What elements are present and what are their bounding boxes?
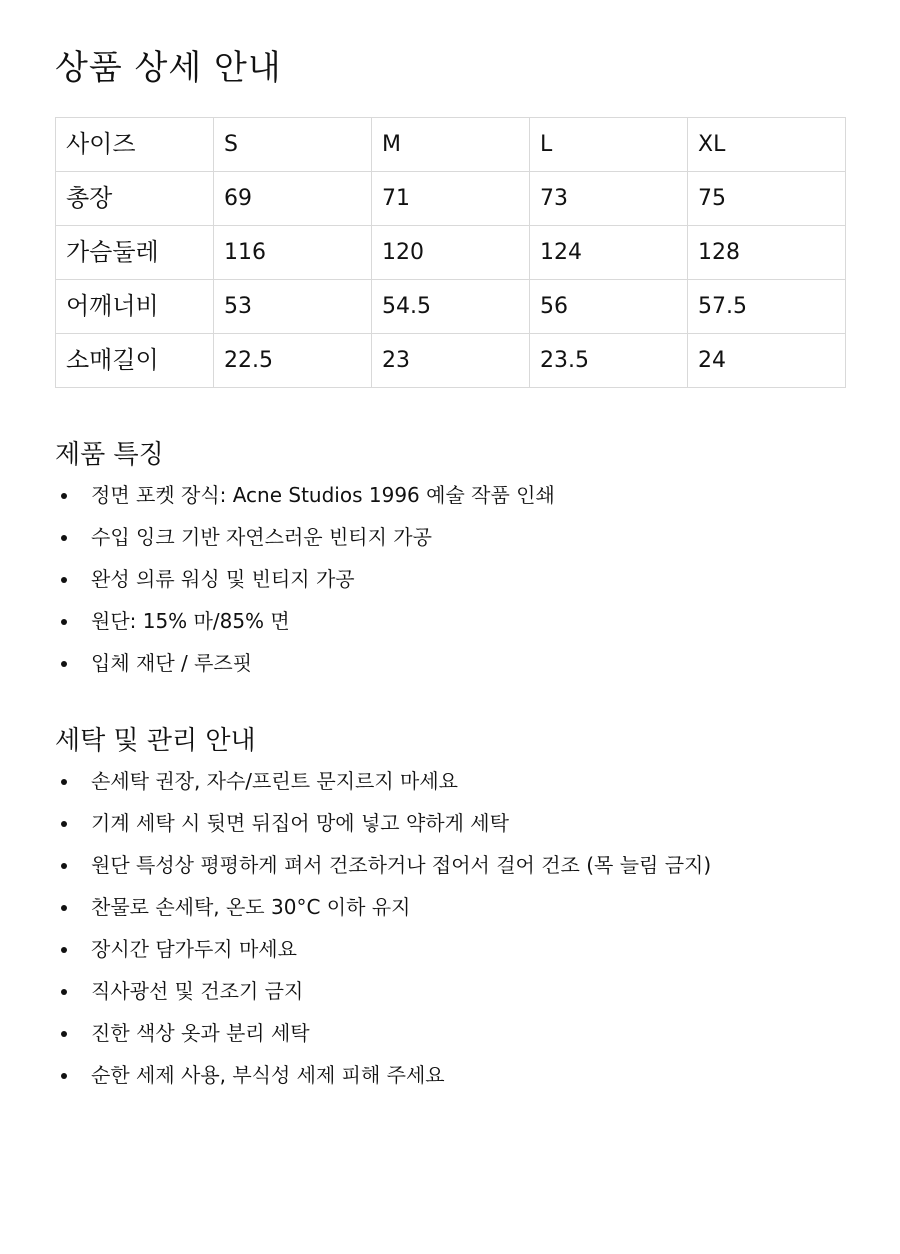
list-item (55, 600, 846, 642)
list-item-text: 직사광선 및 건조기 금지 (91, 979, 304, 1003)
list-item (55, 516, 846, 558)
list-item-text: 기계 세탁 시 뒷면 뒤집어 망에 넣고 약하게 세탁 (91, 811, 509, 835)
table-cell: 71 (372, 172, 530, 226)
table-cell: 23 (372, 334, 530, 388)
size-header-xl: XL (688, 118, 846, 172)
care-title: 세탁 및 관리 안내 (55, 726, 256, 756)
row-label-shoulder: 어깨너비 (56, 280, 214, 334)
bullet-icon (61, 661, 67, 667)
size-header-s: S (214, 118, 372, 172)
list-item (55, 928, 846, 970)
table-cell: 22.5 (214, 334, 372, 388)
size-table-header-row (56, 118, 846, 172)
bullet-icon (61, 535, 67, 541)
bullet-icon (61, 947, 67, 953)
table-cell: 73 (530, 172, 688, 226)
row-label-chest: 가슴둘레 (56, 226, 214, 280)
table-cell: 116 (214, 226, 372, 280)
table-cell: 54.5 (372, 280, 530, 334)
list-item-text: 장시간 담가두지 마세요 (91, 937, 297, 961)
list-item (55, 886, 846, 928)
bullet-icon (61, 989, 67, 995)
features-list (55, 474, 846, 684)
list-item-text: 완성 의류 워싱 및 빈티지 가공 (91, 567, 355, 591)
list-item (55, 558, 846, 600)
table-row (56, 280, 846, 334)
bullet-icon (61, 821, 67, 827)
size-header-l: L (530, 118, 688, 172)
size-header-m: M (372, 118, 530, 172)
bullet-icon (61, 779, 67, 785)
list-item (55, 642, 846, 684)
table-cell: 75 (688, 172, 846, 226)
list-item-text: 정면 포켓 장식: Acne Studios 1996 예술 작품 인쇄 (91, 483, 555, 507)
bullet-icon (61, 493, 67, 499)
list-item (55, 1054, 846, 1096)
table-cell: 56 (530, 280, 688, 334)
list-item-text: 원단 특성상 평평하게 펴서 건조하거나 접어서 걸어 건조 (목 늘림 금지) (91, 853, 712, 877)
list-item-text: 순한 세제 사용, 부식성 세제 피해 주세요 (91, 1063, 445, 1087)
bullet-icon (61, 619, 67, 625)
list-item (55, 970, 846, 1012)
list-item (55, 1012, 846, 1054)
list-item-text: 입체 재단 / 루즈핏 (91, 651, 253, 675)
list-item-text: 수입 잉크 기반 자연스러운 빈티지 가공 (91, 525, 432, 549)
table-cell: 124 (530, 226, 688, 280)
table-row (56, 334, 846, 388)
table-row (56, 226, 846, 280)
table-cell: 120 (372, 226, 530, 280)
table-cell: 69 (214, 172, 372, 226)
care-section (55, 722, 846, 1096)
features-section (55, 436, 846, 684)
features-title: 제품 특징 (55, 440, 164, 470)
table-cell: 128 (688, 226, 846, 280)
page-title: 상품 상세 안내 (55, 48, 282, 88)
bullet-icon (61, 905, 67, 911)
table-cell: 57.5 (688, 280, 846, 334)
list-item-text: 원단: 15% 마/85% 면 (91, 609, 290, 633)
bullet-icon (61, 577, 67, 583)
bullet-icon (61, 1031, 67, 1037)
size-header-label: 사이즈 (56, 118, 214, 172)
table-cell: 24 (688, 334, 846, 388)
row-label-sleeve: 소매길이 (56, 334, 214, 388)
row-label-length: 총장 (56, 172, 214, 226)
list-item (55, 844, 846, 886)
table-cell: 23.5 (530, 334, 688, 388)
care-list (55, 760, 846, 1096)
list-item (55, 760, 846, 802)
list-item (55, 474, 846, 516)
list-item-text: 손세탁 권장, 자수/프린트 문지르지 마세요 (91, 769, 458, 793)
table-row (56, 172, 846, 226)
bullet-icon (61, 863, 67, 869)
list-item (55, 802, 846, 844)
table-cell: 53 (214, 280, 372, 334)
size-table (55, 117, 846, 388)
bullet-icon (61, 1073, 67, 1079)
list-item-text: 진한 색상 옷과 분리 세탁 (91, 1021, 310, 1045)
list-item-text: 찬물로 손세탁, 온도 30°C 이하 유지 (91, 895, 411, 919)
